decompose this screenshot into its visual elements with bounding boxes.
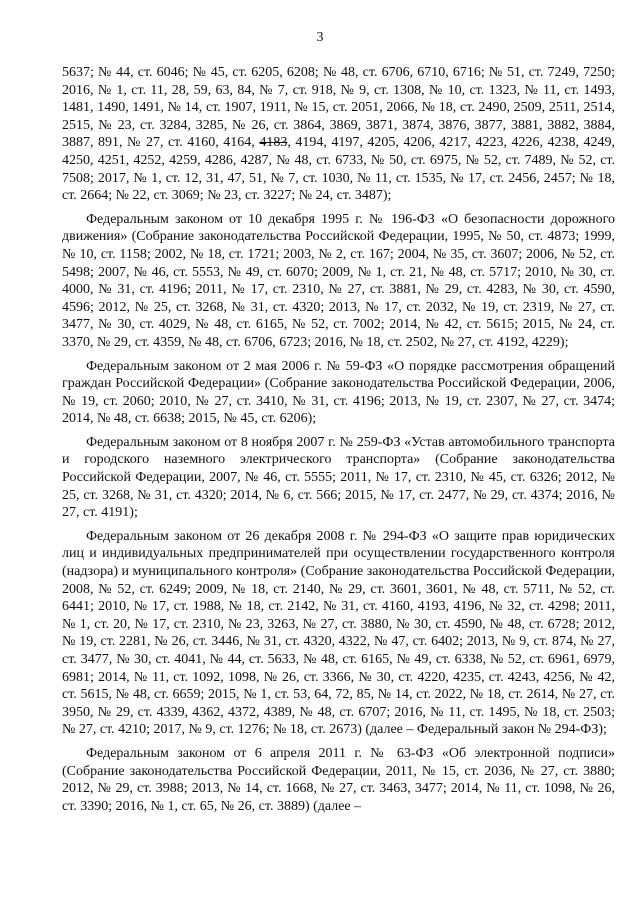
paragraph-law-59-fz: Федеральным законом от 2 мая 2006 г. № 59-ФЗ «О порядке рассмотрения обращений граждан Российской Федерации» (Собрание законодательства Российской Федерации, 2006, № 19, ст. 2060; 2010, № 27, ст. 3410, № 31, ст. 4196; 2013, № 19, ст. 2307, № 27, ст. 3474; 2014, № 48, ст. 6638; 2015, № 45, ст. 6206);: [62, 358, 615, 427]
document-body: [62, 64, 615, 821]
paragraph-continuation: [62, 64, 615, 205]
paragraph-law-259-fz: Федеральным законом от 8 ноября 2007 г. № 259-ФЗ «Устав автомобильного транспорта и городского наземного электрического транспорта» (Собрание законодательства Российской Федерации, 2007, № 46, ст. 5555; 2011, № 17, ст. 2310, № 45, ст. 6326; 2012, № 25, ст. 3268, № 31, ст. 4320; 2014, № 6, ст. 566; 2015, № 17, ст. 2477, № 29, ст. 4374; 2016, № 27, ст. 4191);: [62, 434, 615, 521]
paragraph-law-63-fz: Федеральным законом от 6 апреля 2011 г. № 63-ФЗ «Об электронной подписи» (Собрание законодательства Российской Федерации, 2011, № 15, ст. 2036, № 27, ст. 3880; 2012, № 29, ст. 3988; 2013, № 14, ст. 1668, № 27, ст. 3463, 3477; 2014, № 11, ст. 1098, № 26, ст. 3390; 2016, № 1, ст. 65, № 26, ст. 3889) (далее –: [62, 745, 615, 814]
paragraph-law-196-fz: Федеральным законом от 10 декабря 1995 г. № 196-ФЗ «О безопасности дорожного движения» (Собрание законодательства Российской Федерации, 1995, № 50, ст. 4873; 1999, № 10, ст. 1158; 2002, № 18, ст. 1721; 2003, № 2, ст. 167; 2004, № 35, ст. 3607; 2006, № 52, ст. 5498; 2007, № 46, ст. 5553, № 49, ст. 6070; 2009, № 1, ст. 21, № 48, ст. 5717; 2010, № 30, ст. 4000, № 31, ст. 4196; 2011, № 17, ст. 2310, № 27, ст. 3881, № 29, ст. 4283, № 30, ст. 4590, 4596; 2012, № 25, ст. 3268, № 31, ст. 4320; 2013, № 17, ст. 2032, № 19, ст. 2319, № 27, ст. 3477, № 30, ст. 4029, № 48, ст. 6165, № 52, ст. 7002; 2014, № 42, ст. 5615; 2015, № 24, ст. 3370, № 29, ст. 4359, № 48, ст. 6706, 6723; 2016, № 18, ст. 2502, № 27, ст. 4192, 4229);: [62, 211, 615, 350]
page-number: 3: [316, 30, 324, 45]
struck-number: 4183: [259, 135, 288, 151]
paragraph-text-before-strike: 5637; № 44, ст. 6046; № 45, ст. 6205, 6208; № 48, ст. 6706, 6710, 6716; № 51, ст. 7249, 7250; 2016, № 1, ст. 11, 28, 59, 63, 84, № 7, ст. 918, № 9, ст. 1308, № 10, ст. 1323, № 11, ст. 1493, 1481, 1490, 1491, № 14, ст. 1907, 1911, № 15, ст. 2051, 2066, № 18, ст. 2490, 2509, 2511, 2514, 2515, № 23, ст. 3284, 3285, № 26, ст. 3864, 3869, 3871, 3874, 3876, 3877, 3881, 3882, 3884, 3887, 891, № 27, ст. 4160, 4164,: [62, 65, 615, 151]
paragraph-law-294-fz: Федеральным законом от 26 декабря 2008 г. № 294-ФЗ «О защите прав юридических лиц и индивидуальных предпринимателей при осуществлении государственного контроля (надзора) и муниципального контроля» (Собрание законодательства Российской Федерации, 2008, № 52, ст. 6249; 2009, № 18, ст. 2140, № 29, ст. 3601, 3601, № 48, ст. 5711, № 52, ст. 6441; 2010, № 17, ст. 1988, № 18, ст. 2142, № 31, ст. 4160, 4193, 4196, № 32, ст. 4298; 2011, № 1, ст. 20, № 17, ст. 2310, № 23, 3263, № 27, ст. 3880, № 30, ст. 4590, № 48, ст. 6728; 2012, № 19, ст. 2281, № 26, ст. 3446, № 31, ст. 4320, 4322, № 47, ст. 6402; 2013, № 9, ст. 874, № 27, ст. 3477, № 30, ст. 4041, № 44, ст. 5633, № 48, ст. 6165, № 49, ст. 6338, № 52, ст. 6961, 6979, 6981; 2014, № 11, ст. 1092, 1098, № 26, ст. 3366, № 30, ст. 4220, 4235, ст. 4243, 4256, № 42, ст. 5615, № 48, ст. 6659; 2015, № 1, ст. 53, 64, 72, 85, № 14, ст. 2022, № 18, ст. 2614, № 27, ст. 3950, № 29, ст. 4339, 4362, 4372, 4389, № 48, ст. 6707; 2016, № 11, ст. 1495, № 18, ст. 2503; № 27, ст. 4210; 2017, № 9, ст. 1276; № 18, ст. 2673) (далее – Федеральный закон № 294-ФЗ);: [62, 528, 615, 738]
paragraph-text-after-strike: , 4194, 4197, 4205, 4206, 4217, 4223, 4226, 4238, 4249, 4250, 4251, 4252, 4259, 4286, 4287, № 48, ст. 6733, № 50, ст. 6975, № 52, ст. 7489, № 52, ст. 7508; 2017, № 1, ст. 12, 31, 47, 51, № 7, ст. 1030, № 11, ст. 1535, № 17, ст. 2456, 2457; № 18, ст. 2664; № 22, ст. 3069; № 23, ст. 3227; № 24, ст. 3487);: [62, 135, 616, 204]
